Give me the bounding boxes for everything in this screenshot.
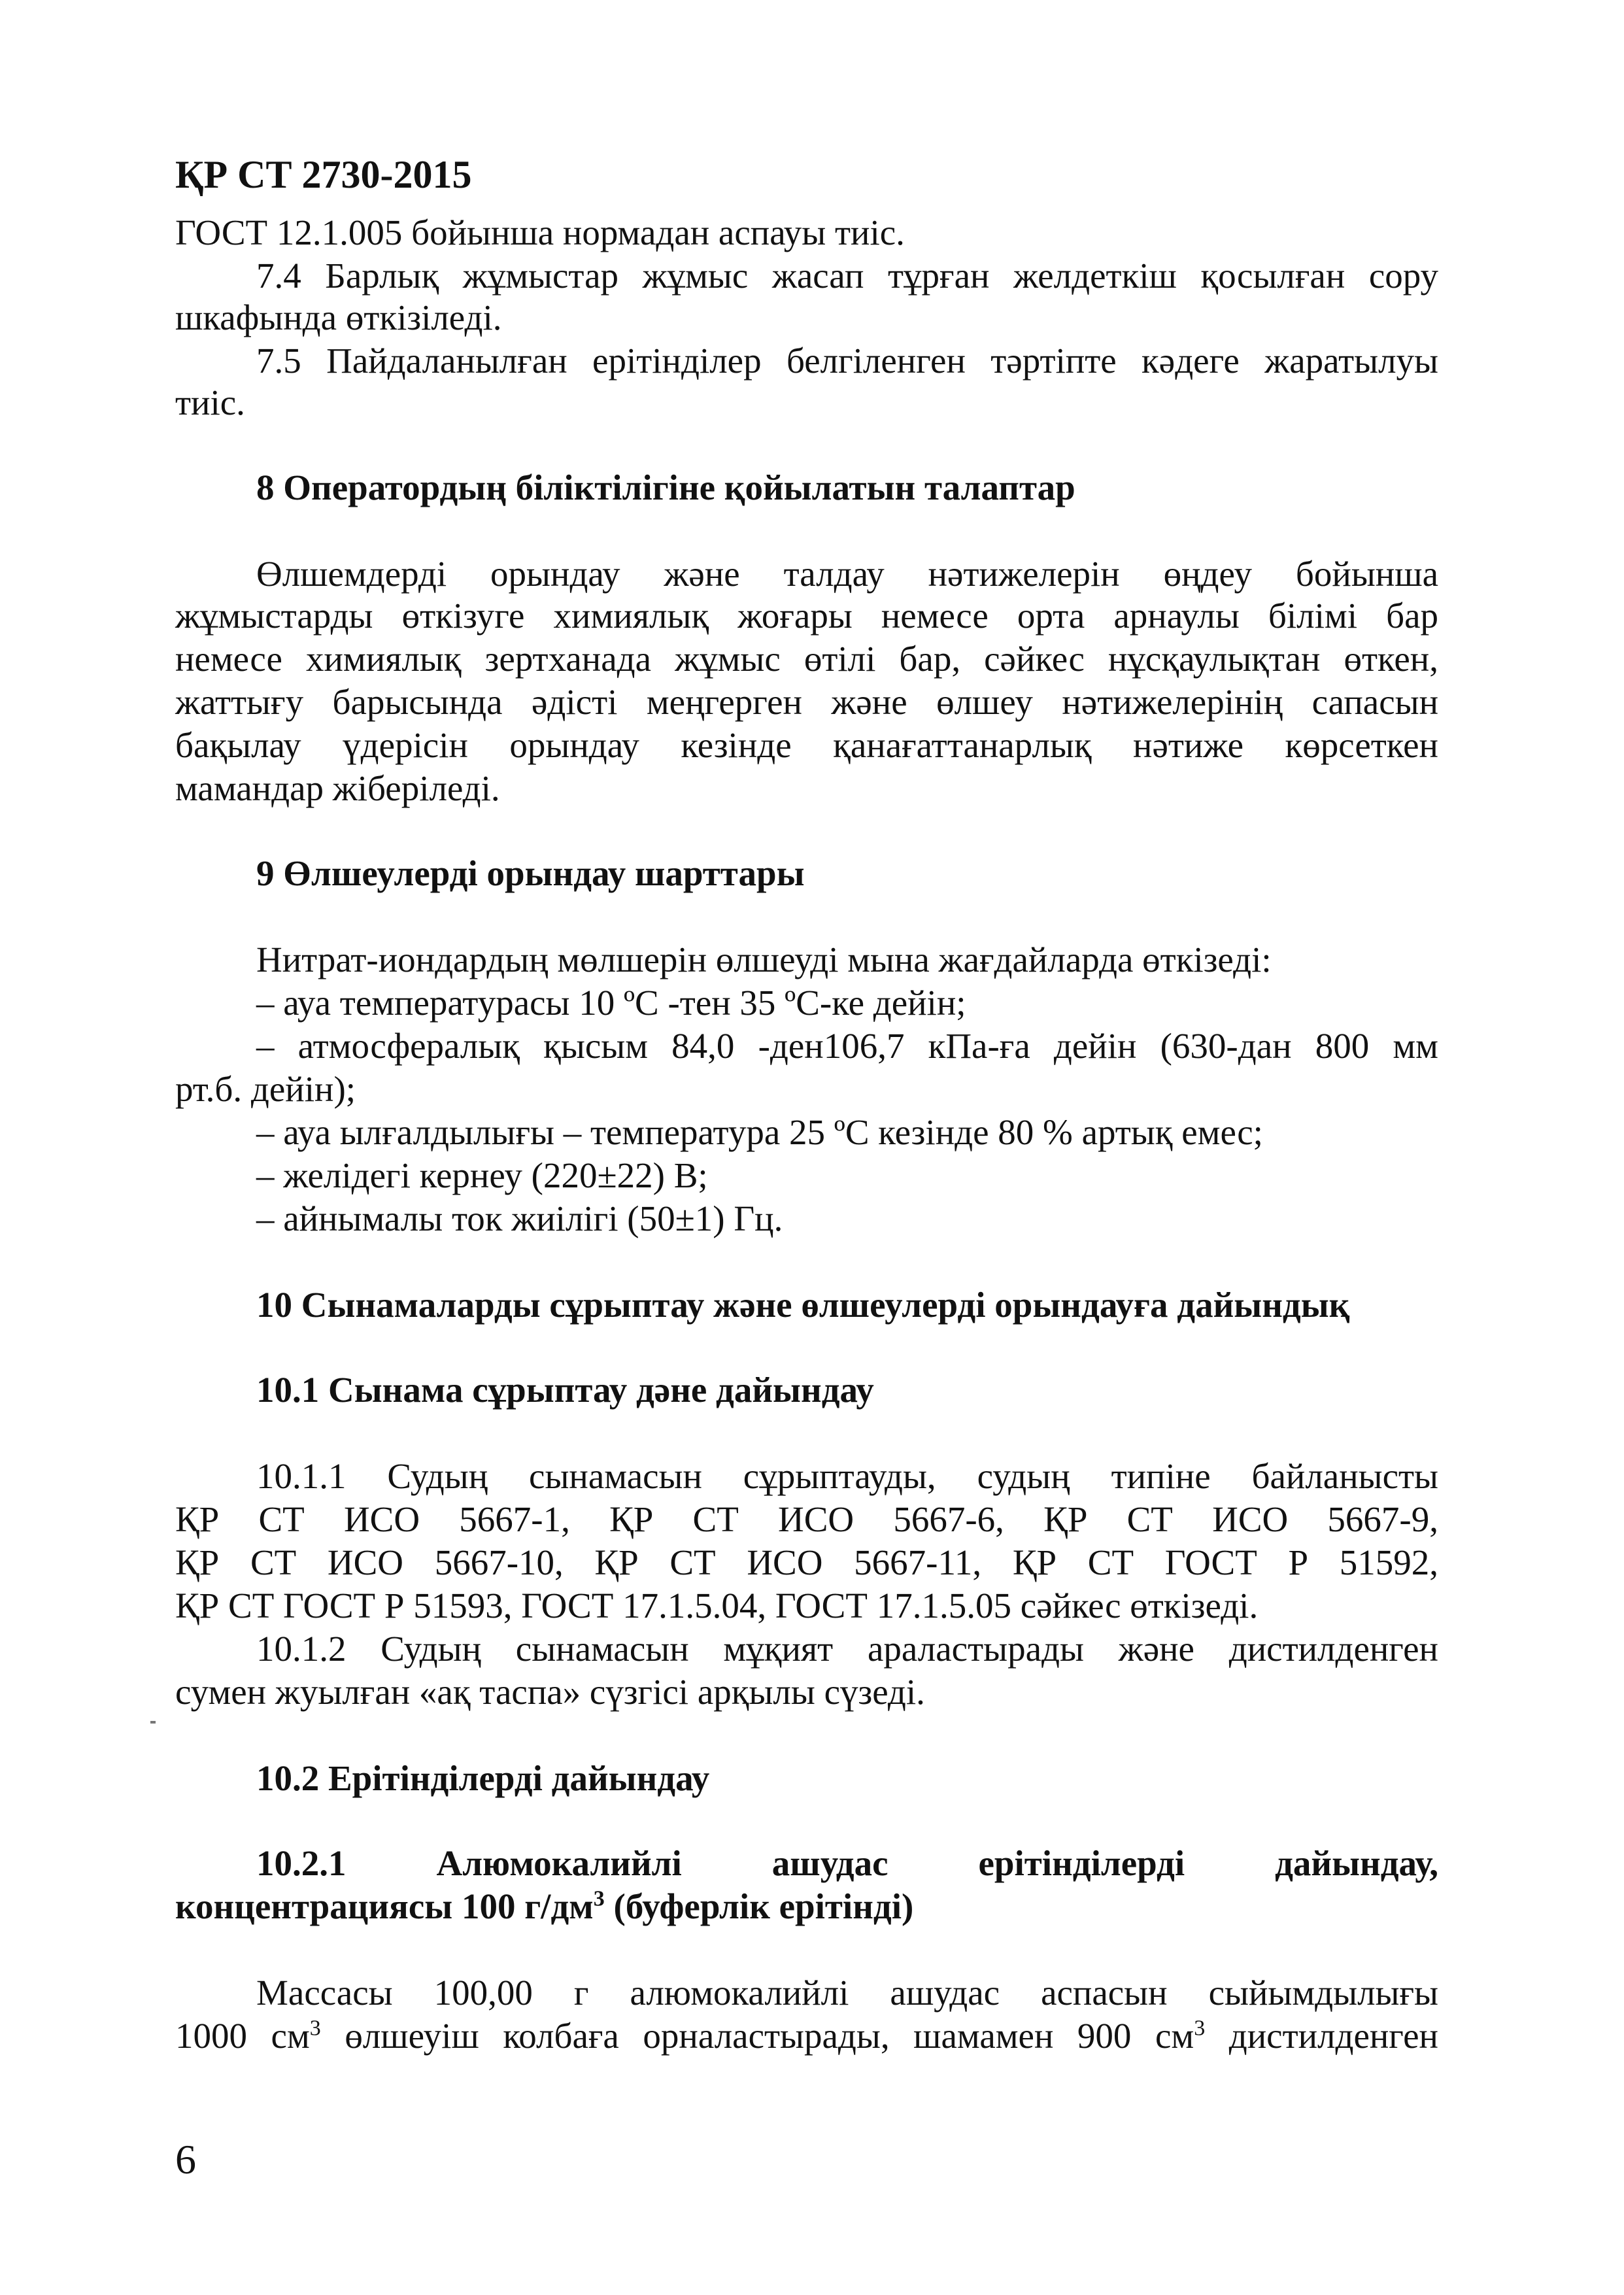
text-line: 10.1.2 Судың сынамасын мұқият араластырады және дистилденген [256, 1629, 1438, 1669]
list-item: – ауа температурасы 10 ºС -тен 35 ºС-ке дейін; [256, 983, 966, 1023]
text-line: ГОСТ 12.1.005 бойынша нормадан аспауы тиіс. [175, 212, 905, 252]
text-line: жұмыстарды өткізуге химиялық жоғары немесе орта арнаулы білімі бар [175, 596, 1438, 636]
text-line: ҚР СТ ИСО 5667-10, ҚР СТ ИСО 5667-11, ҚР СТ ГОСТ Р 51592, [175, 1542, 1438, 1582]
section-heading: 10 Сынамаларды сұрыптау және өлшеулерді орындауға дайындық [256, 1285, 1350, 1325]
subsection-heading: 10.1 Сынама сұрыптау дәне дайындау [256, 1370, 874, 1410]
list-item: – айнымалы ток жиілігі (50±1) Гц. [256, 1198, 783, 1238]
text-line: 7.4 Барлық жұмыстар жұмыс жасап тұрған желдеткіш қосылған сору [256, 256, 1438, 296]
section-heading: 8 Оператордың біліктілігіне қойылатын талаптар [256, 468, 1075, 507]
text-line: 10.1.1 Судың сынамасын сұрыптауды, судың типіне байланысты [256, 1456, 1438, 1496]
document-header: ҚР СТ 2730-2015 [175, 153, 472, 196]
text-line: жаттығу барысында әдісті меңгерген және өлшеу нәтижелерінің сапасын [175, 682, 1438, 722]
text-line: ҚР СТ ИСО 5667-1, ҚР СТ ИСО 5667-6, ҚР СТ ИСО 5667-9, [175, 1499, 1438, 1539]
text-line: 1000 $см^3$ өлшеуіш колбаға орналастырады, шамамен 900 $см^3$ дистилденген [175, 2016, 1438, 2056]
text-line: 7.5 Пайдаланылған ерітінділер белгіленген тәртіпте кәдеге жаратылуы [256, 341, 1438, 381]
list-item: – желідегі кернеу (220±22) В; [256, 1155, 708, 1195]
subsection-heading-cont: концентрациясы 100 $г/дм^3$ (буферлік ерітінді) [175, 1886, 914, 1926]
text-line: ҚР СТ ГОСТ Р 51593, ГОСТ 17.1.5.04, ГОСТ 17.1.5.05 сәйкес өткізеді. [175, 1586, 1259, 1625]
text-line: тиіс. [175, 382, 245, 422]
page-number: 6 [175, 2136, 196, 2183]
text-line: Нитрат-иондардың мөлшерін өлшеуді мына жағдайларда өткізеді: [256, 940, 1272, 979]
subsection-heading: 10.2 Ерітінділерді дайындау [256, 1758, 710, 1798]
text-line: сумен жуылған «ақ таспа» сүзгісі арқылы сүзеді. [175, 1672, 925, 1712]
text-line: Массасы 100,00 г алюмокалийлі ашудас аспасын сыйымдылығы [256, 1973, 1438, 2013]
text-line: немесе химиялық зертханада жұмыс өтілі бар, сәйкес нұсқаулықтан өткен, [175, 639, 1438, 679]
list-item: – ауа ылғалдылығы – температура 25 ºС кезінде 80 % артық емес; [256, 1112, 1263, 1152]
scan-speck [150, 1721, 156, 1724]
list-item: рт.б. дейін); [175, 1069, 356, 1109]
text-line: Өлшемдерді орындау және талдау нәтижелерін өңдеу бойынша [256, 554, 1438, 594]
text-line: шкафында өткізіледі. [175, 298, 502, 337]
subsection-heading: 10.2.1 Алюмокалийлі ашудас ерітінділерді дайындау, [256, 1843, 1438, 1883]
text-line: мамандар жіберіледі. [175, 768, 500, 808]
text-line: бақылау үдерісін орындау кезінде қанағаттанарлық нәтиже көрсеткен [175, 725, 1438, 765]
section-heading: 9 Өлшеулерді орындау шарттары [256, 853, 805, 893]
list-item: – атмосфералық қысым 84,0 -ден106,7 кПа-ға дейін (630-дан 800 мм [256, 1026, 1438, 1066]
